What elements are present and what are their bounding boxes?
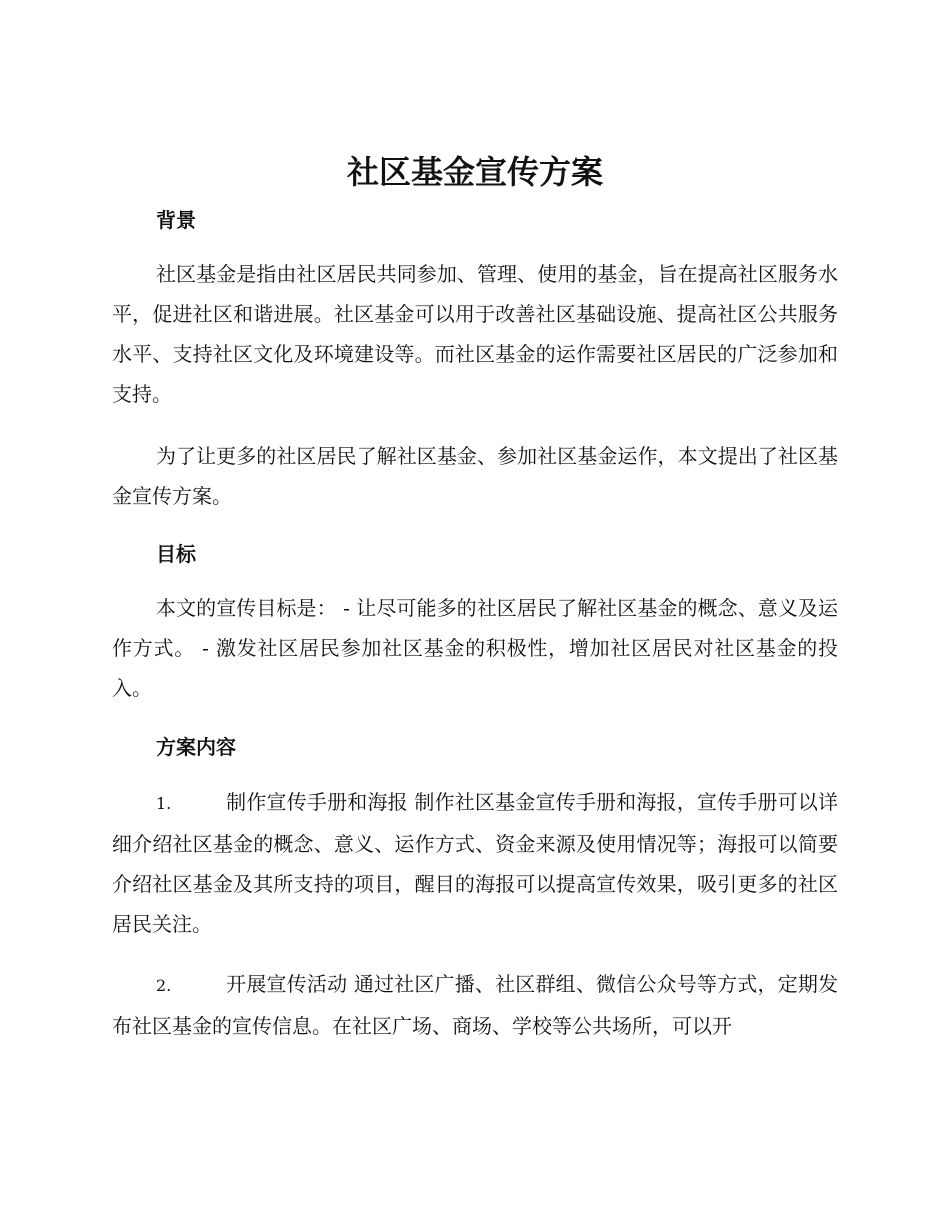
list-item-text: 开展宣传活动 通过社区广播、社区群组、微信公众号等方式，定期发布社区基金的宣传信息。在社区广场、商场、学校等公共场所，可以开 — [112, 972, 838, 1038]
background-paragraph-1: 社区基金是指由社区居民共同参加、管理、使用的基金，旨在提高社区服务水平，促进社区和谐进展。社区基金可以用于改善社区基础设施、提高社区公共服务水平、支持社区文化及环境建设等。而社区基金的运作需要社区居民的广泛参加和支持。 — [112, 262, 838, 406]
goals-paragraph: 本文的宣传目标是： - 让尽可能多的社区居民了解社区基金的概念、意义及运作方式。 - 激发社区居民参加社区基金的积极性，增加社区居民对社区基金的投入。 — [112, 596, 838, 700]
list-item-text: 制作宣传手册和海报 制作社区基金宣传手册和海报，宣传手册可以详细介绍社区基金的概念、意义、运作方式、资金来源及使用情况等；海报可以简要介绍社区基金及其所支持的项目，醒目的海报可以提高宣传效果，吸引更多的社区居民关注。 — [112, 790, 838, 936]
plan-list-item — [112, 964, 838, 1046]
background-paragraph-2: 为了让更多的社区居民了解社区基金、参加社区基金运作，本文提出了社区基金宣传方案。 — [112, 444, 838, 508]
document-title: 社区基金宣传方案 — [346, 153, 603, 191]
list-item-number: 2. — [156, 976, 172, 995]
list-item-number: 1. — [156, 794, 172, 813]
section-heading-background: 背景 — [156, 208, 196, 232]
section-heading-goals: 目标 — [156, 542, 196, 566]
section-heading-plan: 方案内容 — [156, 735, 236, 759]
plan-list-item — [112, 782, 838, 944]
